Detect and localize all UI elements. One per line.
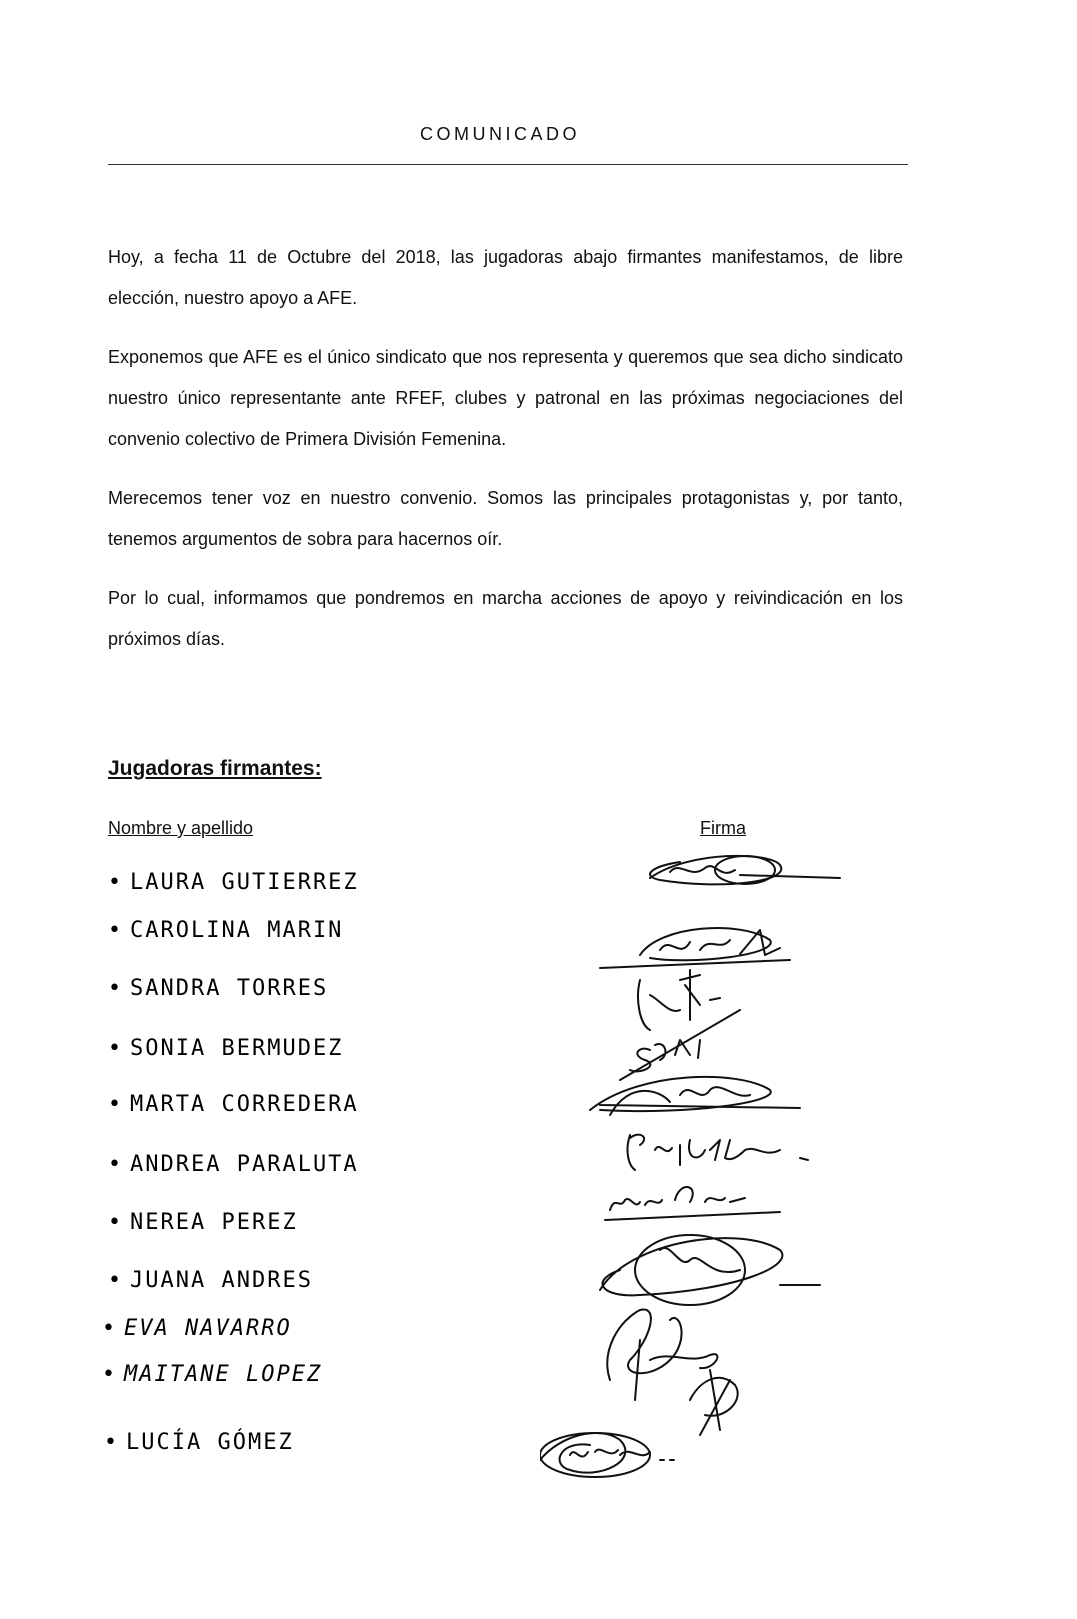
signature-9 (540, 1433, 674, 1477)
list-item: • JUANA ANDRES (108, 1268, 313, 1293)
signature-5 (628, 1135, 808, 1170)
signature-8 (607, 1310, 737, 1435)
signature-1 (650, 856, 840, 885)
list-item: • ANDREA PARALUTA (108, 1152, 359, 1177)
signatories-heading: Jugadoras firmantes: (108, 757, 322, 780)
paragraph-2: Exponemos que AFE es el único sindicato que nos representa y queremos que sea dicho sindicato nuestro único representante ante RFEF, clubes y patronal en las próximas negociaciones del convenio colectivo de Primera División Femenina. (108, 347, 903, 449)
list-item: • SONIA BERMUDEZ (108, 1036, 344, 1061)
player-name: SANDRA TORRES (130, 976, 329, 1001)
signature-7 (600, 1235, 820, 1305)
list-item: • MARTA CORREDERA (108, 1092, 359, 1117)
player-name: SONIA BERMUDEZ (130, 1036, 344, 1061)
signature-2 (600, 928, 790, 968)
signature-3 (620, 970, 740, 1080)
signature-4 (590, 1077, 800, 1115)
player-name: LAURA GUTIERREZ (130, 870, 359, 895)
statement-body (108, 237, 903, 678)
name-column-header: Nombre y apellido (108, 818, 254, 838)
player-name: JUANA ANDRES (130, 1268, 313, 1293)
paragraph-4: Por lo cual, informamos que pondremos en marcha acciones de apoyo y reivindicación en los próximos días. (108, 588, 903, 649)
player-name: EVA NAVARRO (124, 1316, 292, 1341)
signature-column-header: Firma (700, 818, 746, 838)
list-item: • NEREA PEREZ (108, 1210, 298, 1235)
list-item: • LUCÍA GÓMEZ (104, 1430, 294, 1455)
player-name: MAITANE LOPEZ (124, 1362, 323, 1387)
list-item: • CAROLINA MARIN (108, 918, 344, 943)
list-item: • LAURA GUTIERREZ (108, 870, 359, 895)
title-divider (108, 164, 908, 165)
list-item: • MAITANE LOPEZ (102, 1362, 323, 1387)
player-name: LUCÍA GÓMEZ (126, 1430, 294, 1455)
player-name: NEREA PEREZ (130, 1210, 298, 1235)
document-title: COMUNICADO (420, 124, 580, 144)
signature-6 (605, 1187, 780, 1220)
handwritten-signatures (540, 840, 870, 1540)
list-item: • EVA NAVARRO (102, 1316, 292, 1341)
player-name: MARTA CORREDERA (130, 1092, 359, 1117)
paragraph-3: Merecemos tener voz en nuestro convenio. Somos las principales protagonistas y, por tanto, tenemos argumentos de sobra para hacernos oír. (108, 488, 903, 549)
player-name: ANDREA PARALUTA (130, 1152, 359, 1177)
player-name: CAROLINA MARIN (130, 918, 344, 943)
list-item: • SANDRA TORRES (108, 976, 329, 1001)
paragraph-1: Hoy, a fecha 11 de Octubre del 2018, las jugadoras abajo firmantes manifestamos, de libre elección, nuestro apoyo a AFE. (108, 247, 903, 308)
